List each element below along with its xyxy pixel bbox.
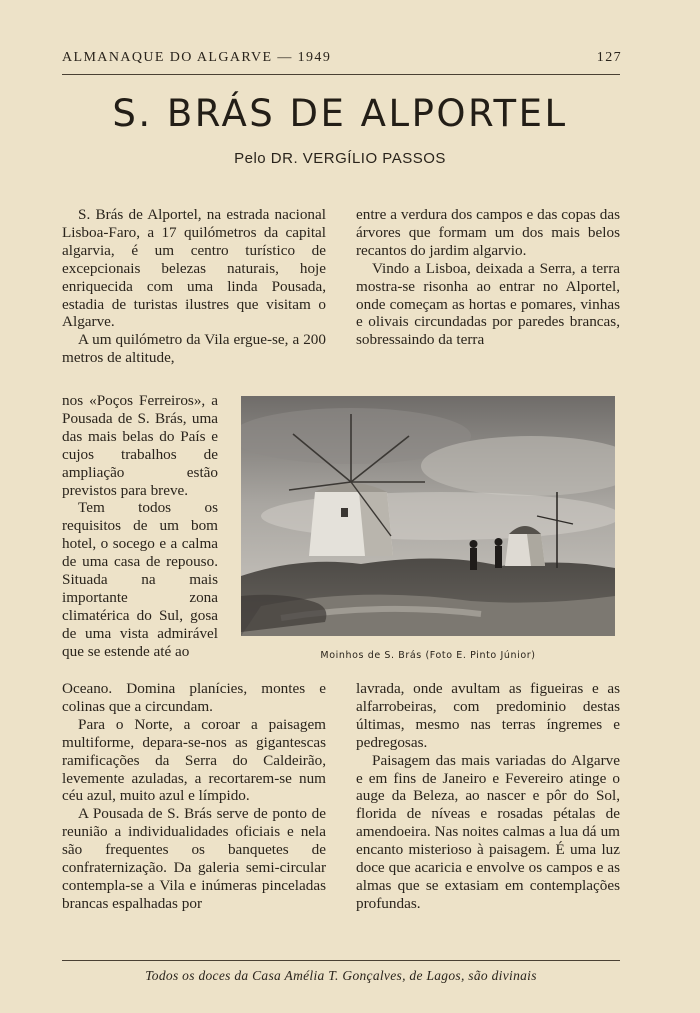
column-1-top	[62, 206, 326, 367]
paragraph: lavrada, onde avultam as figueiras e as alfarrobeiras, com predominio destas últimas, mesmo nas terras íngremes e pedregosas.	[356, 680, 620, 751]
column-2-bottom	[356, 680, 620, 913]
footer-advert: Todos os doces da Casa Amélia T. Gonçalves, de Lagos, são divinais	[145, 968, 537, 983]
article-title: S. BRÁS DE ALPORTEL	[112, 92, 568, 135]
page-number: 127	[596, 50, 622, 65]
article-byline: Pelo DR. VERGÍLIO PASSOS	[234, 150, 446, 167]
paragraph: entre a verdura dos campos e das copas das árvores que formam um dos mais belos recantos do jardim algarvio.	[356, 206, 620, 259]
paragraph: A Pousada de S. Brás serve de ponto de reunião a individualidades oficiais e nela são frequentes os banquetes de confraternização. Da galeria semi-circular contempla-se a Vila e inúmeras pinceladas brancas espalhadas por	[62, 805, 326, 912]
column-1-bottom	[62, 680, 326, 913]
paragraph: Paisagem das mais variadas do Algarve e em fins de Janeiro e Fevereiro atinge o auge da Beleza, ao nascer e pôr do Sol, florida de níveas e rosadas pétalas de amendoeira. Nas noites calmas a lua dá um encanto misterioso à paisagem. É uma luz doce que acaricia e envolve os campos e as almas que se extasiam em contemplações profundas.	[356, 751, 620, 912]
running-head	[62, 50, 622, 66]
column-2-top	[356, 206, 620, 349]
paragraph: nos «Poços Ferreiros», a Pousada de S. Brás, uma das mais belas do País e cujos trabalhos de ampliação estão previstos para breve.	[62, 392, 218, 499]
footer-rule	[62, 960, 620, 961]
paragraph: Oceano. Domina planícies, montes e colinas que a circundam.	[62, 680, 326, 715]
header-rule	[62, 74, 620, 75]
windmills-photo	[241, 396, 615, 636]
paragraph: Vindo a Lisboa, deixada a Serra, a terra mostra-se risonha ao entrar no Alportel, onde começam as hortas e pomares, vinhas e olivais circundadas por paredes brancas, sobressaindo da terra	[356, 259, 620, 349]
photo-caption: Moinhos de S. Brás (Foto E. Pinto Júnior)	[320, 650, 536, 661]
paragraph: A um quilómetro da Vila ergue-se, a 200 metros de altitude,	[62, 331, 326, 367]
paragraph: S. Brás de Alportel, na estrada nacional Lisboa-Faro, a 17 quilómetros da capital algarvia, é um centro turístico de excepcionais belezas naturais, hoje enriquecida com uma linda Pousada, estadia de turistas ilustres que visitam o Algarve.	[62, 206, 326, 331]
publication-title: ALMANAQUE DO ALGARVE — 1949	[62, 50, 332, 65]
paragraph: Para o Norte, a coroar a paisagem multiforme, depara-se-nos as gigantescas ramificações da Serra do Caldeirão, levemente azuladas, a recortarem-se num céu azul, muito azul e límpido.	[62, 715, 326, 805]
windmills-illustration	[241, 396, 615, 636]
paragraph: Tem todos os requisitos de um bom hotel, o socego e a calma de uma casa de repouso. Situada na mais importante zona climatérica do Sul, gosa de uma vista admirável que se estende até ao	[62, 499, 218, 660]
column-1-narrow	[62, 392, 218, 661]
